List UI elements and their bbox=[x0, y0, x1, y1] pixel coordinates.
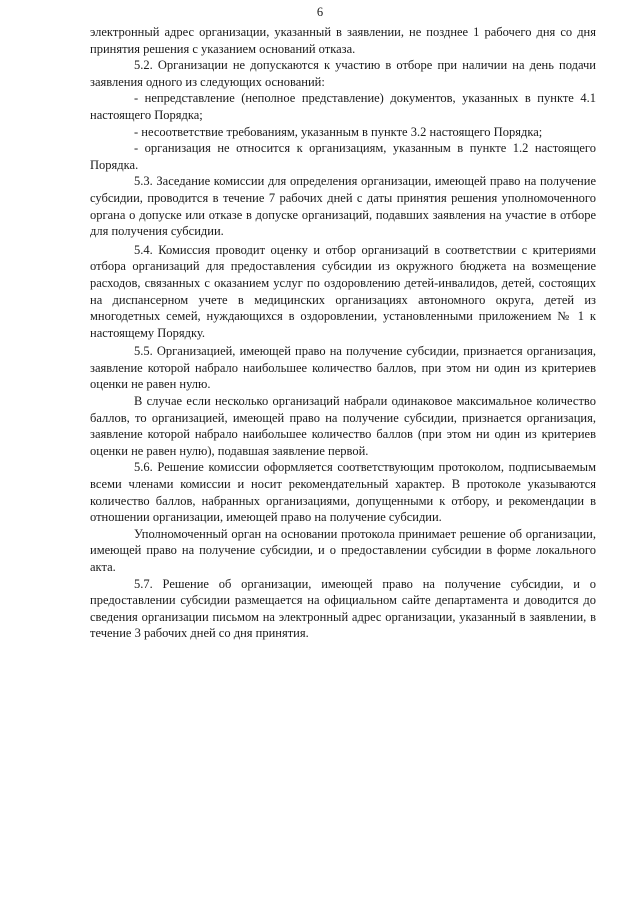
paragraph-equal-scores: В случае если несколько организаций набрали одинаковое максимальное количество баллов, то организацией, имеющей право на получение субсидии, признается организация, заявление которой набрало наибольшее количество баллов (при этом ни один из критериев оценки не равен нулю), подавшая заявление первой. bbox=[90, 394, 596, 458]
paragraph-5-6: 5.6. Решение комиссии оформляется соответствующим протоколом, подписываемым всеми членами комиссии и носит рекомендательный характер. В протоколе указываются количество баллов, набранных организациями, допущенными к отбору, и рекомендации в отношении организации, имеющей право на получение субсидии. bbox=[90, 460, 596, 525]
list-item-documents: - непредставление (неполное представление) документов, указанных в пункте 4.1 настоящего Порядка; bbox=[90, 91, 596, 122]
document-body bbox=[90, 24, 596, 642]
list-item-organization: - организация не относится к организациям, указанным в пункте 1.2 настоящего Порядка. bbox=[90, 141, 596, 172]
paragraph-continuation: электронный адрес организации, указанный в заявлении, не позднее 1 рабочего дня со дня принятия решения с указанием оснований отказа. bbox=[90, 25, 596, 56]
paragraph-authority-decision: Уполномоченный орган на основании протокола принимает решение об организации, имеющей право на получение субсидии, и о предоставлении субсидии в форме локального акта. bbox=[90, 526, 596, 574]
paragraph-5-7: 5.7. Решение об организации, имеющей право на получение субсидии, и о предоставлении субсидии размещается на официальном сайте департамента и доводится до сведения организации письмом на электронный адрес организации, указанный в заявлении, в течение 3 рабочих дней со дня принятия. bbox=[90, 576, 596, 641]
list-item-requirements: - несоответствие требованиям, указанным в пункте 3.2 настоящего Порядка; bbox=[134, 124, 543, 139]
paragraph-5-3: 5.3. Заседание комиссии для определения организации, имеющей право на получение субсидии, проводится в течение 7 рабочих дней с даты принятия решения уполномоченного органа о допуске или отказе в допуске организаций, подавших заявления на участие в отборе для получения субсидии. bbox=[90, 174, 596, 239]
page-number: 6 bbox=[316, 5, 324, 19]
paragraph-5-4: 5.4. Комиссия проводит оценку и отбор организаций в соответствии с критериями отбора организаций для предоставления субсидии из окружного бюджета на возмещение расходов, связанных с оказанием услуг по оздоровлению детей-инвалидов, детей, состоящих на диспансерном учете в медицинских организациях автономного округа, детей из многодетных семей, нуждающихся в оздоровлении, установленными приложением № 1 к настоящему Порядку. bbox=[90, 242, 596, 340]
paragraph-5-5: 5.5. Организацией, имеющей право на получение субсидии, признается организация, заявление которой набрало наибольшее количество баллов, при этом ни один из критериев оценки не равен нулю. bbox=[90, 344, 596, 392]
paragraph-5-2: 5.2. Организации не допускаются к участию в отборе при наличии на день подачи заявления одного из следующих оснований: bbox=[90, 58, 596, 89]
